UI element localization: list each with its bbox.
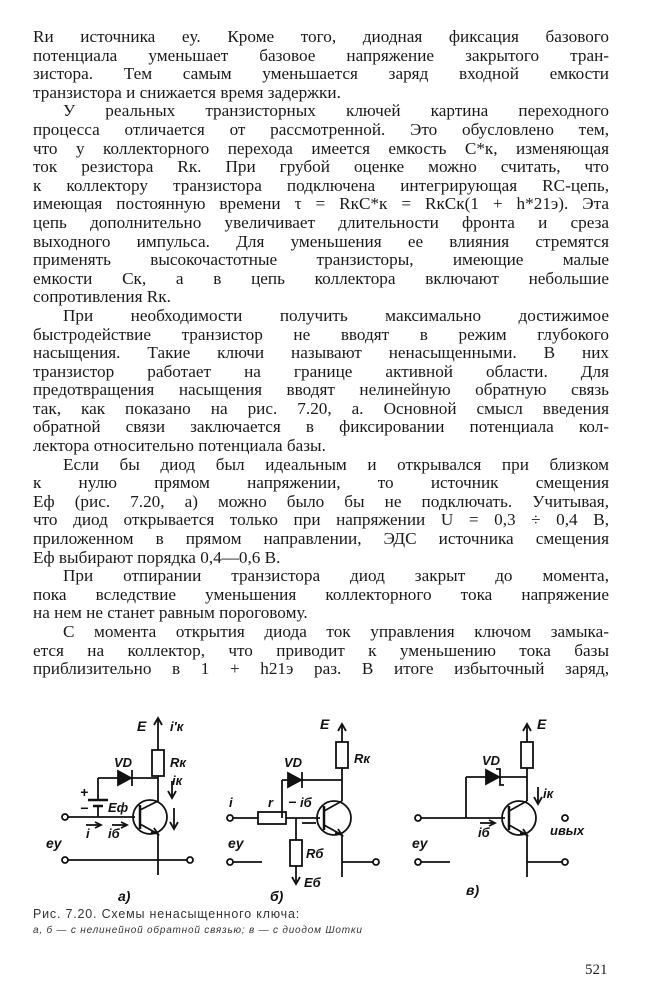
text-line: выходного импульса. Для уменьшения ее влияния стремятся — [33, 231, 609, 251]
paragraph-2 — [33, 102, 609, 307]
label-ib-b: iб — [300, 795, 312, 810]
label-plus-a: + — [80, 784, 89, 800]
label-e-a: E — [137, 718, 147, 734]
label-eph-a: Eф — [108, 800, 129, 815]
label-vd-c: VD — [482, 753, 501, 768]
label-e-b: E — [320, 716, 330, 732]
label-minus-a: − — [80, 800, 89, 816]
text-line: так, как показано на рис. 7.20, а. Основной смысл введения — [33, 398, 609, 418]
text-line: быстродействие транзистор не вводят в режим глубокого — [33, 324, 609, 344]
label-ey-c: eу — [412, 835, 428, 851]
paragraph-5 — [33, 567, 609, 623]
label-e-c: E — [537, 716, 547, 732]
text-line: Если бы диод был идеальным и открывался при близком — [63, 454, 609, 474]
paragraph-3 — [33, 307, 609, 456]
text-line: Rи источника eу. Кроме того, диодная фиксация базового — [33, 27, 609, 46]
text-line: При отпирании транзистора диод закрыт до момента, — [63, 566, 609, 586]
label-ik-prime-a: i′к — [170, 719, 184, 734]
label-ey-b: eу — [228, 835, 244, 851]
text-line: Eф выбирают порядка 0,4—0,6 В. — [33, 547, 281, 567]
paragraph-6 — [33, 623, 609, 679]
text-line: С момента открытия диода ток управления ключом замыка- — [63, 622, 609, 641]
paragraph-1 — [33, 28, 609, 102]
label-ib-a: iб — [108, 826, 120, 841]
page-number: 521 — [585, 962, 608, 978]
label-i-b: i — [229, 795, 233, 810]
text-line: что диод открывается только при напряжении U = 0,3 ÷ 0,4 В, — [33, 510, 609, 530]
resistor-rk-b — [336, 742, 348, 768]
label-rb-b: Rб — [306, 846, 324, 861]
caption-title: Рис. 7.20. Схемы ненасыщенного ключа: — [33, 907, 300, 921]
text-line: имеющая постоянную времени τ = RкC*к = RкCк(1 + h*21э). Эта — [33, 194, 609, 214]
label-ey-a: eу — [46, 835, 62, 851]
text-line: что у коллекторного перехода имеется емкость C*к, изменяющая — [33, 138, 609, 158]
diode-vd-b — [288, 773, 301, 787]
circuit-diagrams — [0, 705, 645, 905]
label-minus-b: − — [288, 794, 297, 810]
text-line: емкости Cк, а в цепь коллектора включают небольшие — [33, 268, 609, 288]
label-uvyx-c: uвых — [550, 823, 585, 838]
text-line: сопротивления Rк. — [33, 287, 171, 307]
label-vd-a: VD — [114, 755, 133, 770]
text-line: цепь дополнительно увеличивает длительности фронта и среза — [33, 212, 609, 232]
label-ik-c: iк — [543, 786, 554, 801]
label-ik-a: iк — [172, 773, 183, 788]
label-r-b: r — [268, 795, 274, 810]
resistor-rb-b — [290, 840, 302, 866]
schottky-diode-vd-c — [486, 770, 499, 784]
text-line: приблизительно в 1 + h21э раз. В итоге избыточный заряд, — [33, 659, 609, 679]
text-line: У реальных транзисторных ключей картина переходного — [63, 101, 609, 121]
text-line: процесса отличается от рассмотренной. Это обусловлено тем, — [33, 119, 609, 139]
text-line: транзистор работает на границе активной области. Для — [33, 361, 609, 381]
text-line: приложенном в прямом направлении, ЭДС источника смещения — [33, 529, 609, 549]
label-i-a: i — [86, 826, 90, 841]
text-line: транзистора и снижается время задержки. — [33, 82, 341, 102]
figure-caption — [33, 907, 609, 936]
sublabel-b: б) — [270, 888, 284, 904]
text-line: насыщения. Такие ключи называют ненасыщенными. В них — [33, 343, 609, 363]
text-line: к нулю прямом напряжении, то источник смещения — [33, 473, 609, 493]
text-line: применять высокочастотные транзисторы, имеющие малые — [33, 250, 609, 270]
text-line: Eф (рис. 7.20, а) можно было бы не подключать. Учитывая, — [33, 491, 609, 511]
label-rk-b: Rк — [354, 751, 370, 766]
label-rk-a: Rк — [170, 755, 186, 770]
caption-subtitle: а, б — с нелинейной обратной связью; в — с диодом Шотки — [33, 925, 363, 936]
text-line: При необходимости получить максимально достижимое — [63, 305, 609, 325]
resistor-rk-c — [521, 742, 533, 768]
text-line: ток резистора Rк. При грубой оценке можно считать, что — [33, 157, 609, 177]
label-vd-b: VD — [284, 755, 303, 770]
text-line: зистора. Тем самым уменьшается заряд входной емкости — [33, 64, 609, 84]
text-line: на нем не станет равным пороговому. — [33, 603, 308, 623]
figure-7-20 — [0, 705, 645, 905]
text-line: предотвращения насыщения вводят нелинейную обратную связь — [33, 380, 609, 400]
paragraph-4 — [33, 456, 609, 568]
text-line: потенциала уменьшает базовое напряжение закрытого тран- — [33, 45, 609, 65]
label-ib-c: iб — [478, 825, 490, 840]
text-line: обратной связи заключается в фиксировании потенциала кол- — [33, 417, 609, 437]
diode-vd-a — [118, 771, 131, 785]
text-line: лектора относительно потенциала базы. — [33, 436, 326, 456]
text-line: к коллектору транзистора подключена интегрирующая RC-цепь, — [33, 175, 609, 195]
sublabel-c: в) — [466, 882, 480, 898]
sublabel-a: а) — [118, 888, 131, 904]
resistor-rk-a — [152, 750, 164, 776]
text-line: пока вследствие уменьшения коллекторного тока напряжение — [33, 584, 609, 604]
label-eb-b: Eб — [304, 875, 321, 890]
text-line: ется на коллектор, что приводит к уменьшению тока базы — [33, 640, 609, 660]
body-text — [33, 28, 609, 679]
